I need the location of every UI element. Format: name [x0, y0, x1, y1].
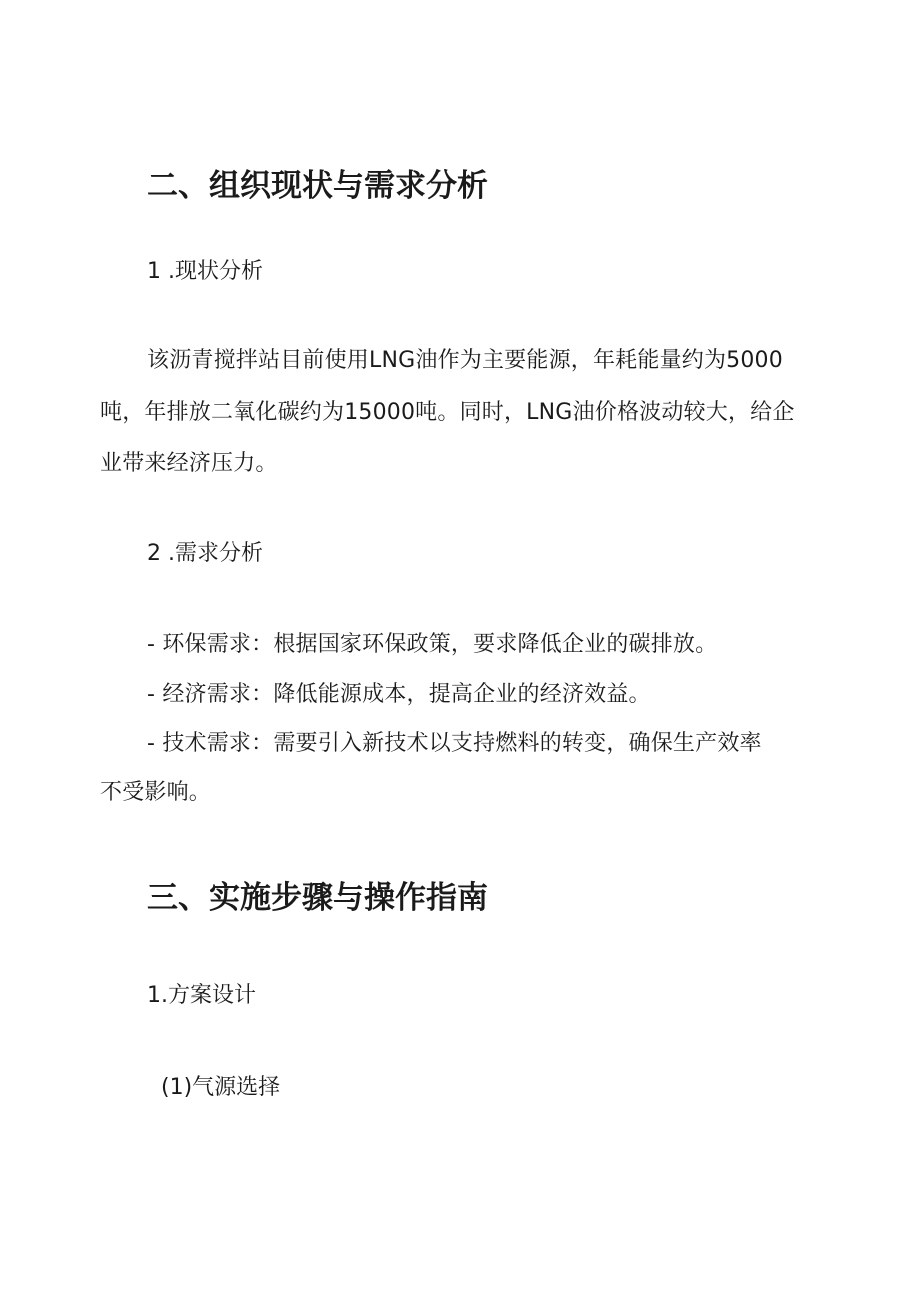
paragraph-line-1: 该沥青搅拌站目前使用LNG油作为主要能源，年耗能量约为5000	[147, 348, 783, 373]
subsection-2-2-heading: 2 .需求分析	[147, 541, 263, 566]
paragraph-line-2: 吨，年排放二氧化碳约为15000吨。同时，LNG油价格波动较大，给企	[100, 400, 795, 425]
subsection-3-1-1-heading: (1)气源选择	[161, 1075, 281, 1100]
list-item-technology-cont: 不受影响。	[100, 780, 212, 805]
section-2-heading: 二、组织现状与需求分析	[147, 168, 488, 204]
list-item-technology: - 技术需求：需要引入新技术以支持燃料的转变，确保生产效率	[147, 731, 762, 756]
paragraph-line-3: 业带来经济压力。	[100, 451, 278, 476]
subsection-3-1-heading: 1.方案设计	[147, 983, 256, 1008]
list-item-economy: - 经济需求：降低能源成本，提高企业的经济效益。	[147, 682, 651, 707]
section-3-heading: 三、实施步骤与操作指南	[147, 880, 488, 916]
list-item-environment: - 环保需求：根据国家环保政策，要求降低企业的碳排放。	[147, 632, 718, 657]
subsection-2-1-heading: 1 .现状分析	[147, 259, 263, 284]
